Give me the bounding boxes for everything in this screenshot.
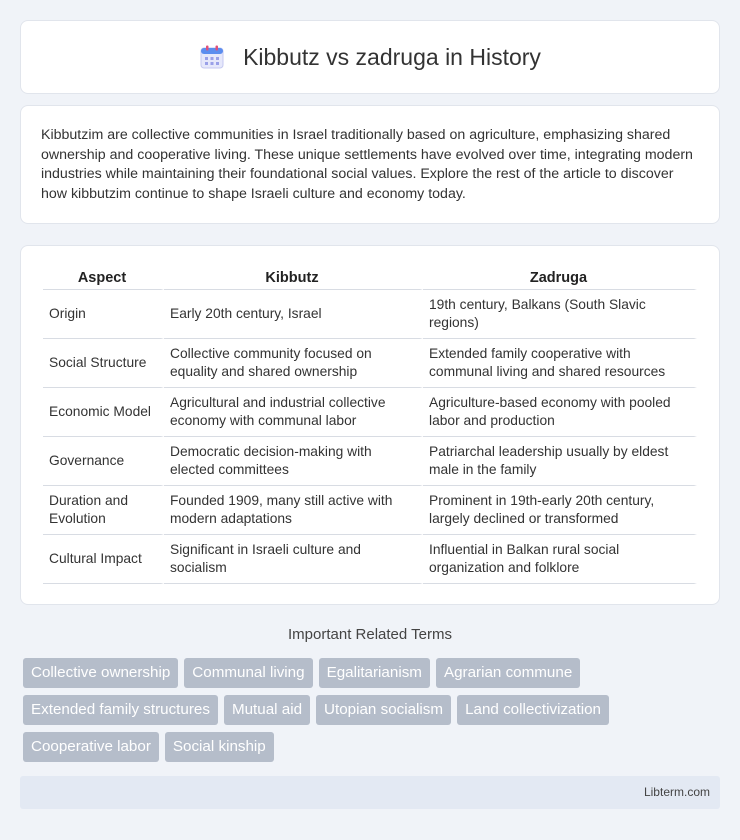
table-row [43, 437, 697, 486]
cell-zadruga: Extended family cooperative with communal living and shared resources [423, 339, 697, 388]
tag-cooperative-labor[interactable]: Cooperative labor [23, 732, 159, 762]
tag-utopian-socialism[interactable]: Utopian socialism [316, 695, 451, 725]
intro-card [20, 105, 720, 224]
comparison-table [43, 264, 697, 584]
header-aspect: Aspect [43, 264, 164, 290]
related-terms-title: Important Related Terms [288, 626, 452, 643]
footer [20, 776, 720, 809]
cell-kibbutz: Founded 1909, many still active with modern adaptations [164, 486, 423, 535]
table-row [43, 486, 697, 535]
footer-site-link[interactable]: Libterm.com [643, 785, 710, 799]
table-row [43, 290, 697, 339]
cell-kibbutz: Early 20th century, Israel [164, 290, 423, 339]
table-row [43, 339, 697, 388]
tag-social-kinship[interactable]: Social kinship [165, 732, 274, 762]
table-header-row [43, 264, 697, 290]
calendar-icon [199, 44, 225, 70]
cell-zadruga: 19th century, Balkans (South Slavic regions) [423, 290, 697, 339]
title-card [20, 20, 720, 94]
tag-egalitarianism[interactable]: Egalitarianism [319, 658, 430, 688]
cell-aspect: Economic Model [43, 388, 164, 437]
table-row [43, 535, 697, 584]
cell-kibbutz: Collective community focused on equality and shared ownership [164, 339, 423, 388]
cell-aspect: Duration and Evolution [43, 486, 164, 535]
tag-agrarian-commune[interactable]: Agrarian commune [436, 658, 580, 688]
cell-kibbutz: Significant in Israeli culture and socialism [164, 535, 423, 584]
header-zadruga: Zadruga [423, 264, 697, 290]
cell-kibbutz: Democratic decision-making with elected committees [164, 437, 423, 486]
related-terms-list [23, 658, 723, 762]
tag-communal-living[interactable]: Communal living [184, 658, 312, 688]
table-row [43, 388, 697, 437]
tag-mutual-aid[interactable]: Mutual aid [224, 695, 310, 725]
page-title: Kibbutz vs zadruga in History [243, 43, 541, 70]
cell-zadruga: Patriarchal leadership usually by eldest male in the family [423, 437, 697, 486]
cell-aspect: Governance [43, 437, 164, 486]
cell-aspect: Social Structure [43, 339, 164, 388]
cell-zadruga: Prominent in 19th-early 20th century, largely declined or transformed [423, 486, 697, 535]
tag-extended-family-structures[interactable]: Extended family structures [23, 695, 218, 725]
cell-zadruga: Agriculture-based economy with pooled labor and production [423, 388, 697, 437]
cell-kibbutz: Agricultural and industrial collective economy with communal labor [164, 388, 423, 437]
header-kibbutz: Kibbutz [164, 264, 423, 290]
comparison-card [20, 245, 720, 605]
tag-land-collectivization[interactable]: Land collectivization [457, 695, 609, 725]
cell-zadruga: Influential in Balkan rural social organization and folklore [423, 535, 697, 584]
intro-text: Kibbutzim are collective communities in Israel traditionally based on agriculture, emphasizing shared ownership and cooperative living. These unique settlements have evolved over time, integrating modern industries while maintaining their foundational social values. Explore the rest of the article to discover how kibbutzim continue to shape Israeli culture and economy today. [41, 127, 693, 202]
cell-aspect: Origin [43, 290, 164, 339]
cell-aspect: Cultural Impact [43, 535, 164, 584]
tag-collective-ownership[interactable]: Collective ownership [23, 658, 178, 688]
